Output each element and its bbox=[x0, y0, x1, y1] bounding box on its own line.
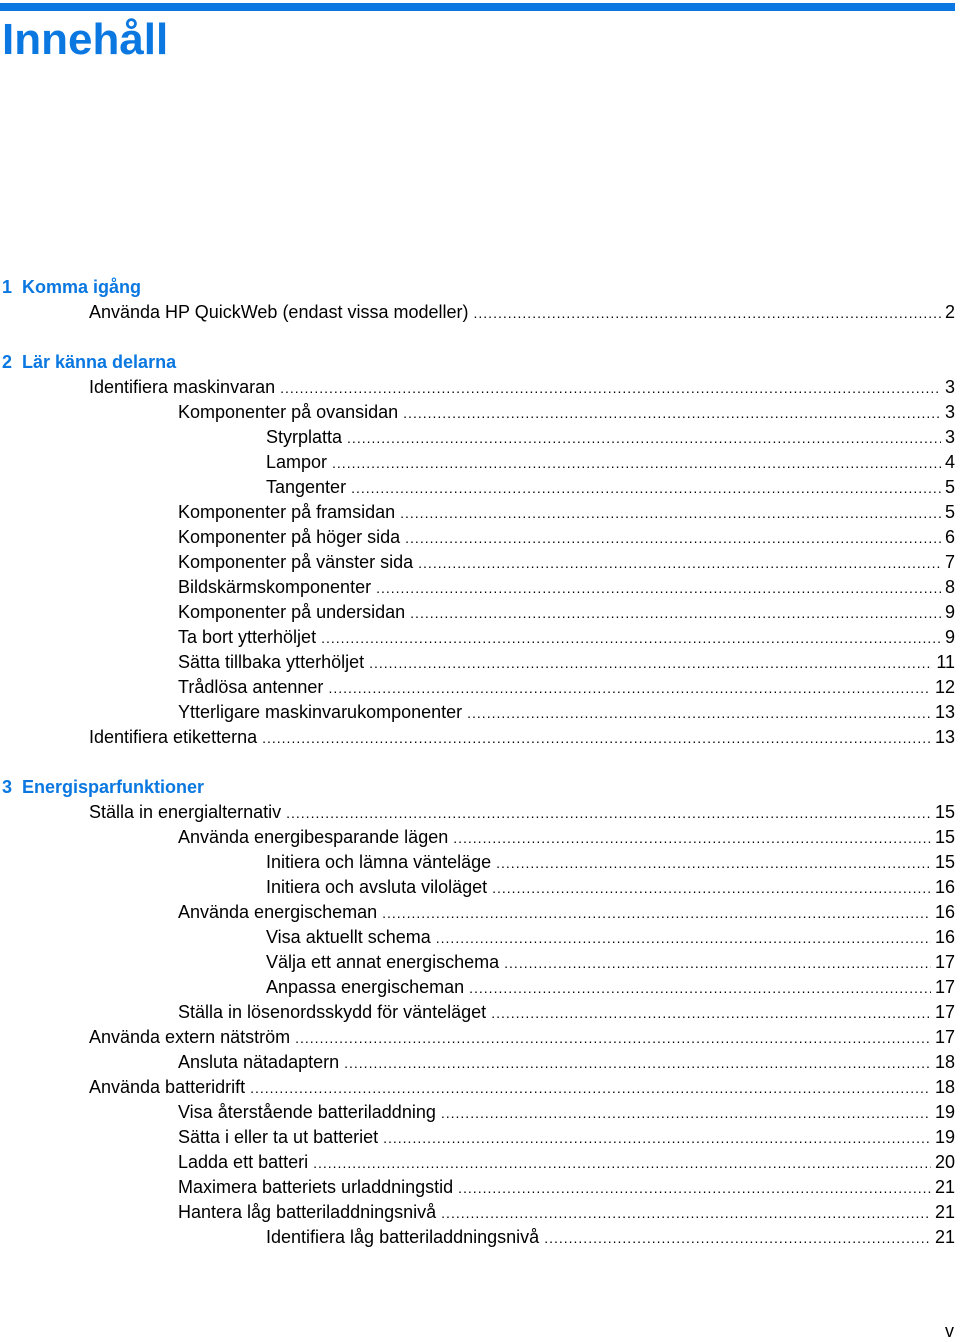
toc-entry-label: Komponenter på undersidan bbox=[178, 602, 406, 622]
dot-leader bbox=[369, 651, 932, 675]
toc-entry-label: Komponenter på ovansidan bbox=[178, 402, 399, 422]
dot-leader bbox=[400, 501, 941, 525]
toc-entry-link[interactable] bbox=[0, 1150, 955, 1175]
toc-entry-label: Visa återstående batteriladdning bbox=[178, 1102, 436, 1122]
toc-entry-label: Hantera låg batteriladdningsnivå bbox=[178, 1202, 437, 1222]
dot-leader bbox=[344, 1051, 931, 1075]
toc-entry-label: Använda energischeman bbox=[178, 902, 378, 922]
toc-entry-page: 13 bbox=[934, 702, 955, 722]
dot-leader bbox=[376, 576, 941, 600]
dot-leader bbox=[436, 926, 931, 950]
toc-entry-label: Styrplatta bbox=[266, 427, 343, 447]
toc-entry-link[interactable] bbox=[0, 1200, 955, 1225]
dot-leader bbox=[250, 1076, 931, 1100]
toc-entry-label: Ladda ett batteri bbox=[178, 1152, 309, 1172]
dot-leader bbox=[328, 676, 931, 700]
toc-entry-label: Trådlösa antenner bbox=[178, 677, 324, 697]
toc-entry-page: 3 bbox=[944, 377, 955, 397]
toc-entry-link[interactable] bbox=[0, 900, 955, 925]
dot-leader bbox=[467, 701, 931, 725]
dot-leader bbox=[262, 726, 931, 750]
toc-entry-page: 13 bbox=[934, 727, 955, 747]
toc-entry-link[interactable] bbox=[0, 975, 955, 1000]
dot-leader bbox=[295, 1026, 931, 1050]
toc-entry-page: 5 bbox=[944, 502, 955, 522]
toc-entry-page: 16 bbox=[934, 902, 955, 922]
toc-entry-label: Sätta i eller ta ut batteriet bbox=[178, 1127, 379, 1147]
chapter-heading-link[interactable] bbox=[0, 275, 955, 300]
toc-entry-page: 17 bbox=[934, 977, 955, 997]
toc-entry-page: 2 bbox=[944, 302, 955, 322]
chapter-number: 1 bbox=[2, 277, 13, 297]
dot-leader bbox=[504, 951, 931, 975]
toc-entry-page: 18 bbox=[934, 1077, 955, 1097]
dot-leader bbox=[469, 976, 931, 1000]
toc-entry-page: 20 bbox=[934, 1152, 955, 1172]
toc-entry-page: 9 bbox=[944, 627, 955, 647]
toc-entry-page: 4 bbox=[944, 452, 955, 472]
toc-entry-link[interactable] bbox=[0, 725, 955, 750]
toc-entry-label: Komponenter på höger sida bbox=[178, 527, 401, 547]
toc-entry-link[interactable] bbox=[0, 475, 955, 500]
toc-entry-link[interactable] bbox=[0, 925, 955, 950]
toc-entry-link[interactable] bbox=[0, 300, 955, 325]
toc-entry-link[interactable] bbox=[0, 950, 955, 975]
toc-entry-label: Använda HP QuickWeb (endast vissa modeller) bbox=[89, 302, 469, 322]
toc-entry-label: Bildskärmskomponenter bbox=[178, 577, 372, 597]
page-number: v bbox=[945, 1321, 954, 1341]
toc-entry-page: 21 bbox=[934, 1227, 955, 1247]
dot-leader bbox=[410, 601, 941, 625]
toc-entry-label: Ställa in energialternativ bbox=[89, 802, 282, 822]
toc-entry-page: 3 bbox=[944, 402, 955, 422]
toc-entry-label: Ansluta nätadaptern bbox=[178, 1052, 340, 1072]
dot-leader bbox=[313, 1151, 931, 1175]
chapter-heading-link[interactable] bbox=[0, 350, 955, 375]
dot-leader bbox=[332, 451, 941, 475]
toc-entry-label: Anpassa energischeman bbox=[266, 977, 465, 997]
toc-entry-page: 6 bbox=[944, 527, 955, 547]
toc-entry-label: Sätta tillbaka ytterhöljet bbox=[178, 652, 365, 672]
dot-leader bbox=[491, 1001, 931, 1025]
toc-entry-page: 17 bbox=[934, 1027, 955, 1047]
toc-entry-link[interactable] bbox=[0, 675, 955, 700]
toc-entry-page: 16 bbox=[934, 927, 955, 947]
toc-entry-label: Identifiera etiketterna bbox=[89, 727, 258, 747]
toc-entry-label: Identifiera maskinvaran bbox=[89, 377, 276, 397]
toc-entry-link[interactable] bbox=[0, 850, 955, 875]
dot-leader bbox=[474, 301, 941, 325]
toc-entry-page: 16 bbox=[934, 877, 955, 897]
toc-entry-link[interactable] bbox=[0, 1100, 955, 1125]
toc-entry-link[interactable] bbox=[0, 575, 955, 600]
toc-entry-link[interactable] bbox=[0, 700, 955, 725]
toc-entry-label: Ställa in lösenordsskydd för vänteläget bbox=[178, 1002, 487, 1022]
dot-leader bbox=[321, 626, 941, 650]
toc-chapter bbox=[0, 350, 955, 750]
toc-entry-page: 18 bbox=[934, 1052, 955, 1072]
toc-entry-link[interactable] bbox=[0, 1050, 955, 1075]
toc-entry-page: 17 bbox=[934, 1002, 955, 1022]
dot-leader bbox=[492, 876, 931, 900]
dot-leader bbox=[382, 901, 931, 925]
toc-entry-link[interactable] bbox=[0, 1075, 955, 1100]
toc-entry-page: 15 bbox=[934, 827, 955, 847]
header-rule bbox=[0, 3, 955, 11]
toc-entry-page: 3 bbox=[944, 427, 955, 447]
toc-entry-page: 17 bbox=[934, 952, 955, 972]
toc-entry-label: Lampor bbox=[266, 452, 328, 472]
toc-entry-label: Använda extern nätström bbox=[89, 1027, 291, 1047]
dot-leader bbox=[441, 1201, 931, 1225]
toc-entry-label: Ytterligare maskinvarukomponenter bbox=[178, 702, 463, 722]
dot-leader bbox=[383, 1126, 931, 1150]
dot-leader bbox=[286, 801, 931, 825]
chapter-title: Energisparfunktioner bbox=[22, 777, 205, 797]
toc-entry-link[interactable] bbox=[0, 500, 955, 525]
toc-entry-page: 19 bbox=[934, 1127, 955, 1147]
toc-entry-link[interactable] bbox=[0, 650, 955, 675]
chapter-title: Komma igång bbox=[22, 277, 142, 297]
table-of-contents bbox=[0, 275, 955, 1275]
toc-entry-link[interactable] bbox=[0, 600, 955, 625]
toc-entry-link[interactable] bbox=[0, 400, 955, 425]
toc-entry-label: Maximera batteriets urladdningstid bbox=[178, 1177, 454, 1197]
toc-entry-page: 9 bbox=[944, 602, 955, 622]
toc-entry-link[interactable] bbox=[0, 800, 955, 825]
toc-entry-link[interactable] bbox=[0, 825, 955, 850]
toc-entry-page: 15 bbox=[934, 852, 955, 872]
toc-entry-link[interactable] bbox=[0, 1025, 955, 1050]
toc-entry-label: Visa aktuellt schema bbox=[266, 927, 431, 947]
dot-leader bbox=[418, 551, 941, 575]
toc-entry-page: 5 bbox=[944, 477, 955, 497]
toc-entry-link[interactable] bbox=[0, 625, 955, 650]
toc-entry-link[interactable] bbox=[0, 1225, 955, 1250]
dot-leader bbox=[458, 1176, 931, 1200]
toc-entry-label: Initiera och avsluta viloläget bbox=[266, 877, 488, 897]
toc-entry-page: 11 bbox=[936, 652, 955, 672]
toc-entry-label: Använda energibesparande lägen bbox=[178, 827, 449, 847]
chapter-number: 3 bbox=[2, 777, 13, 797]
dot-leader bbox=[544, 1226, 931, 1250]
dot-leader bbox=[405, 526, 941, 550]
toc-entry-link[interactable] bbox=[0, 450, 955, 475]
page-title: Innehåll bbox=[2, 15, 169, 64]
dot-leader bbox=[441, 1101, 931, 1125]
toc-entry-link[interactable] bbox=[0, 1125, 955, 1150]
toc-entry-page: 19 bbox=[934, 1102, 955, 1122]
toc-entry-link[interactable] bbox=[0, 425, 955, 450]
toc-entry-link[interactable] bbox=[0, 375, 955, 400]
toc-chapter bbox=[0, 275, 955, 325]
toc-entry-link[interactable] bbox=[0, 550, 955, 575]
toc-entry-label: Använda batteridrift bbox=[89, 1077, 246, 1097]
toc-entry-label: Initiera och lämna vänteläge bbox=[266, 852, 492, 872]
toc-entry-label: Ta bort ytterhöljet bbox=[178, 627, 317, 647]
toc-entry-label: Välja ett annat energischema bbox=[266, 952, 500, 972]
toc-entry-page: 12 bbox=[934, 677, 955, 697]
toc-entry-label: Komponenter på vänster sida bbox=[178, 552, 414, 572]
dot-leader bbox=[351, 476, 941, 500]
chapter-heading-link[interactable] bbox=[0, 775, 955, 800]
dot-leader bbox=[280, 376, 941, 400]
toc-entry-label: Identifiera låg batteriladdningsnivå bbox=[266, 1227, 540, 1247]
dot-leader bbox=[347, 426, 941, 450]
toc-entry-label: Komponenter på framsidan bbox=[178, 502, 396, 522]
toc-entry-page: 8 bbox=[944, 577, 955, 597]
toc-entry-page: 21 bbox=[934, 1177, 955, 1197]
dot-leader bbox=[496, 851, 931, 875]
dot-leader bbox=[453, 826, 931, 850]
toc-entry-link[interactable] bbox=[0, 525, 955, 550]
toc-entry-link[interactable] bbox=[0, 875, 955, 900]
toc-entry-page: 21 bbox=[934, 1202, 955, 1222]
toc-entry-page: 7 bbox=[944, 552, 955, 572]
toc-entry-label: Tangenter bbox=[266, 477, 347, 497]
toc-chapter bbox=[0, 775, 955, 1250]
chapter-number: 2 bbox=[2, 352, 13, 372]
toc-entry-link[interactable] bbox=[0, 1000, 955, 1025]
toc-entry-link[interactable] bbox=[0, 1175, 955, 1200]
chapter-title: Lär känna delarna bbox=[22, 352, 177, 372]
toc-entry-page: 15 bbox=[934, 802, 955, 822]
dot-leader bbox=[403, 401, 941, 425]
